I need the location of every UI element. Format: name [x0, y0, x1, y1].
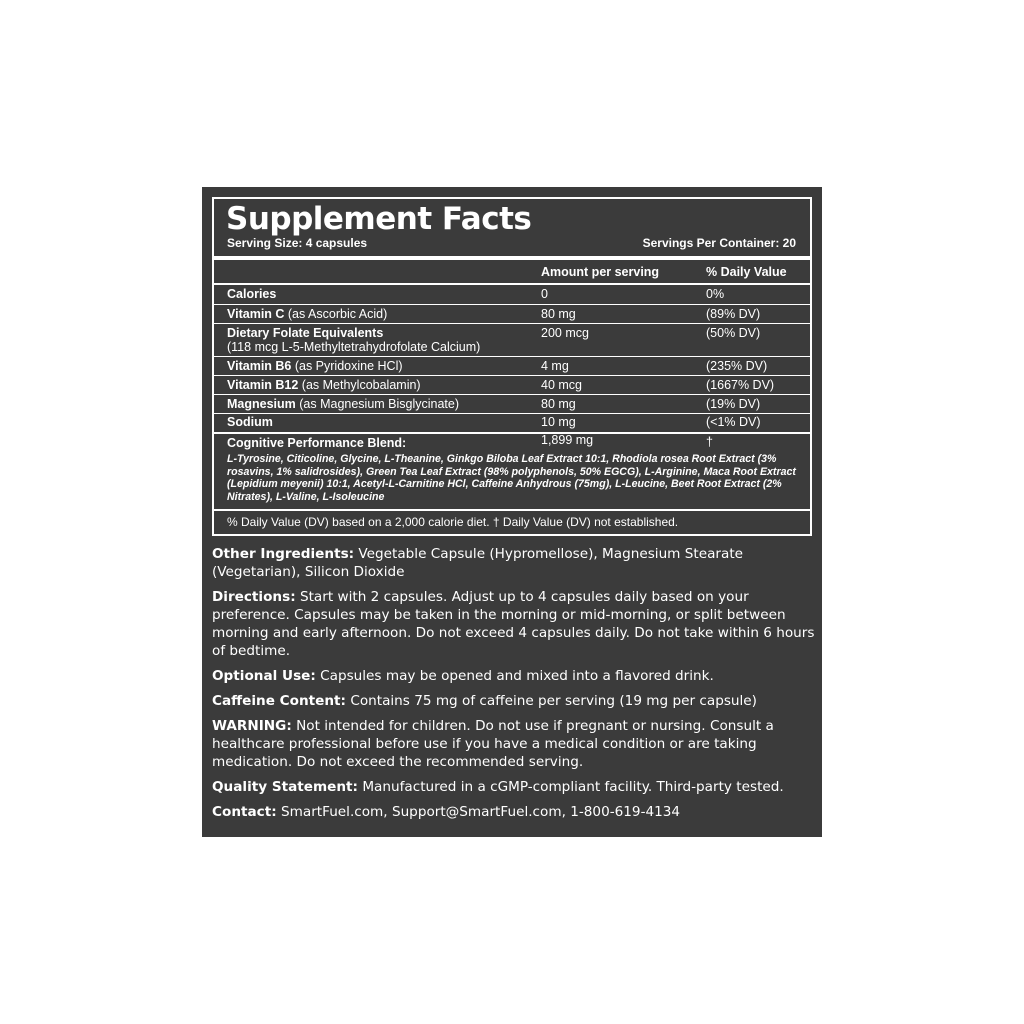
supplement-facts-box [212, 197, 812, 536]
nutrient-amount-vitamin-b12: 40 mcg [541, 378, 582, 392]
info-label: Quality Statement: [212, 779, 358, 795]
supplement-label-panel [202, 187, 822, 837]
nutrient-name: Vitamin B12 [227, 378, 299, 392]
daily-value-column-header: % Daily Value [706, 265, 787, 279]
nutrient-source: (as Magnesium Bisglycinate) [295, 397, 460, 411]
nutrient-dv-calories: 0% [706, 287, 725, 301]
blend-name: Cognitive Performance Blend: [227, 436, 407, 450]
info-text: Start with 2 capsules. Adjust up to 4 capsules daily based on your preference. Capsules may be taken in the morning or mid-morning, or split between morning and early afternoon. Do not exceed 4 capsules daily. Do not take within 6 hours of bedtime. [212, 589, 815, 659]
nutrient-amount-sodium: 10 mg [541, 415, 576, 429]
info-text: Contains 75 mg of caffeine per serving (19 mg per capsule) [346, 693, 757, 709]
info-label: Contact: [212, 804, 277, 820]
facts-title: Supplement Facts [226, 201, 532, 237]
info-text: Manufactured in a cGMP-compliant facility. Third-party tested. [358, 779, 784, 795]
nutrient-name: Vitamin C [227, 307, 285, 321]
header-divider [214, 256, 810, 260]
quality-statement [212, 778, 817, 796]
servings-per-container: Servings Per Container: 20 [642, 236, 796, 250]
blend-ingredients: L-Tyrosine, Citicoline, Glycine, L-Theanine, Ginkgo Biloba Leaf Extract 10:1, Rhodiola rosea Root Extract (3% rosavins, 1% salidrosides), Green Tea Leaf Extract (98% polyphenols, 50% EGCG), L-Arginine, Maca Root Extract (Lepidium meyenii) 10:1, Acetyl-L-Carnitine HCl, Caffeine Anhydrous (75mg), L-Leucine, Beet Root Extract (2% Nitrates), L-Valine, L-Isoleucine [227, 453, 796, 503]
row-divider [214, 323, 810, 324]
nutrient-magnesium [227, 397, 459, 411]
other-ingredients [212, 545, 817, 581]
directions [212, 588, 817, 660]
row-divider [214, 356, 810, 357]
row-divider [214, 394, 810, 395]
amount-column-header: Amount per serving [541, 265, 660, 279]
nutrient-amount-magnesium: 80 mg [541, 397, 576, 411]
info-text: Capsules may be opened and mixed into a flavored drink. [315, 668, 714, 684]
blend-amount: 1,899 mg [541, 433, 594, 447]
info-label: Caffeine Content: [212, 693, 346, 709]
label-info-section [212, 545, 817, 828]
nutrient-name-sodium: Sodium [227, 415, 273, 429]
nutrient-amount-vitamin-c: 80 mg [541, 307, 576, 321]
info-label: Other Ingredients: [212, 546, 355, 562]
info-label: WARNING: [212, 718, 292, 734]
row-divider [214, 304, 810, 305]
nutrient-dv-vitamin-c: (89% DV) [706, 307, 761, 321]
column-header-divider [214, 283, 810, 285]
info-label: Directions: [212, 589, 296, 605]
nutrient-dv-magnesium: (19% DV) [706, 397, 761, 411]
nutrient-dv-vitamin-b6: (235% DV) [706, 359, 768, 373]
nutrient-source: (as Pyridoxine HCl) [291, 359, 403, 373]
info-label: Optional Use: [212, 668, 316, 684]
nutrient-amount-folate: 200 mcg [541, 326, 589, 340]
nutrient-amount-vitamin-b6: 4 mg [541, 359, 569, 373]
nutrient-dv-sodium: (<1% DV) [706, 415, 761, 429]
caffeine-content [212, 692, 817, 710]
nutrient-amount-calories: 0 [541, 287, 548, 301]
row-divider [214, 413, 810, 414]
nutrient-name-folate: Dietary Folate Equivalents [227, 326, 384, 340]
blend-divider [214, 432, 810, 434]
nutrient-dv-vitamin-b12: (1667% DV) [706, 378, 775, 392]
nutrient-source: (as Ascorbic Acid) [284, 307, 388, 321]
nutrient-name: Magnesium [227, 397, 296, 411]
contact [212, 803, 817, 821]
warning [212, 717, 817, 771]
blend-dv-dagger: † [706, 435, 713, 449]
nutrient-name: Vitamin B6 [227, 359, 292, 373]
row-divider [214, 375, 810, 376]
nutrient-vitamin-b12 [227, 378, 421, 392]
nutrient-dv-folate: (50% DV) [706, 326, 761, 340]
info-text: Vegetable Capsule (Hypromellose), Magnesium Stearate (Vegetarian), Silicon Dioxide [212, 546, 744, 580]
footnote-divider [214, 509, 810, 511]
serving-size: Serving Size: 4 capsules [227, 236, 368, 250]
daily-value-footnote: % Daily Value (DV) based on a 2,000 calorie diet. † Daily Value (DV) not established. [227, 515, 679, 529]
nutrient-name-calories: Calories [227, 287, 277, 301]
info-text: SmartFuel.com, Support@SmartFuel.com, 1-800-619-4134 [276, 804, 681, 820]
nutrient-source-folate: (118 mcg L-5-Methyltetrahydrofolate Calcium) [227, 340, 481, 354]
info-text: Not intended for children. Do not use if pregnant or nursing. Consult a healthcare professional before use if you have a medical condition or are taking medication. Do not exceed the recommended serving. [212, 718, 774, 770]
nutrient-source: (as Methylcobalamin) [298, 378, 421, 392]
optional-use [212, 667, 817, 685]
nutrient-vitamin-c [227, 307, 387, 321]
nutrient-vitamin-b6 [227, 359, 403, 373]
